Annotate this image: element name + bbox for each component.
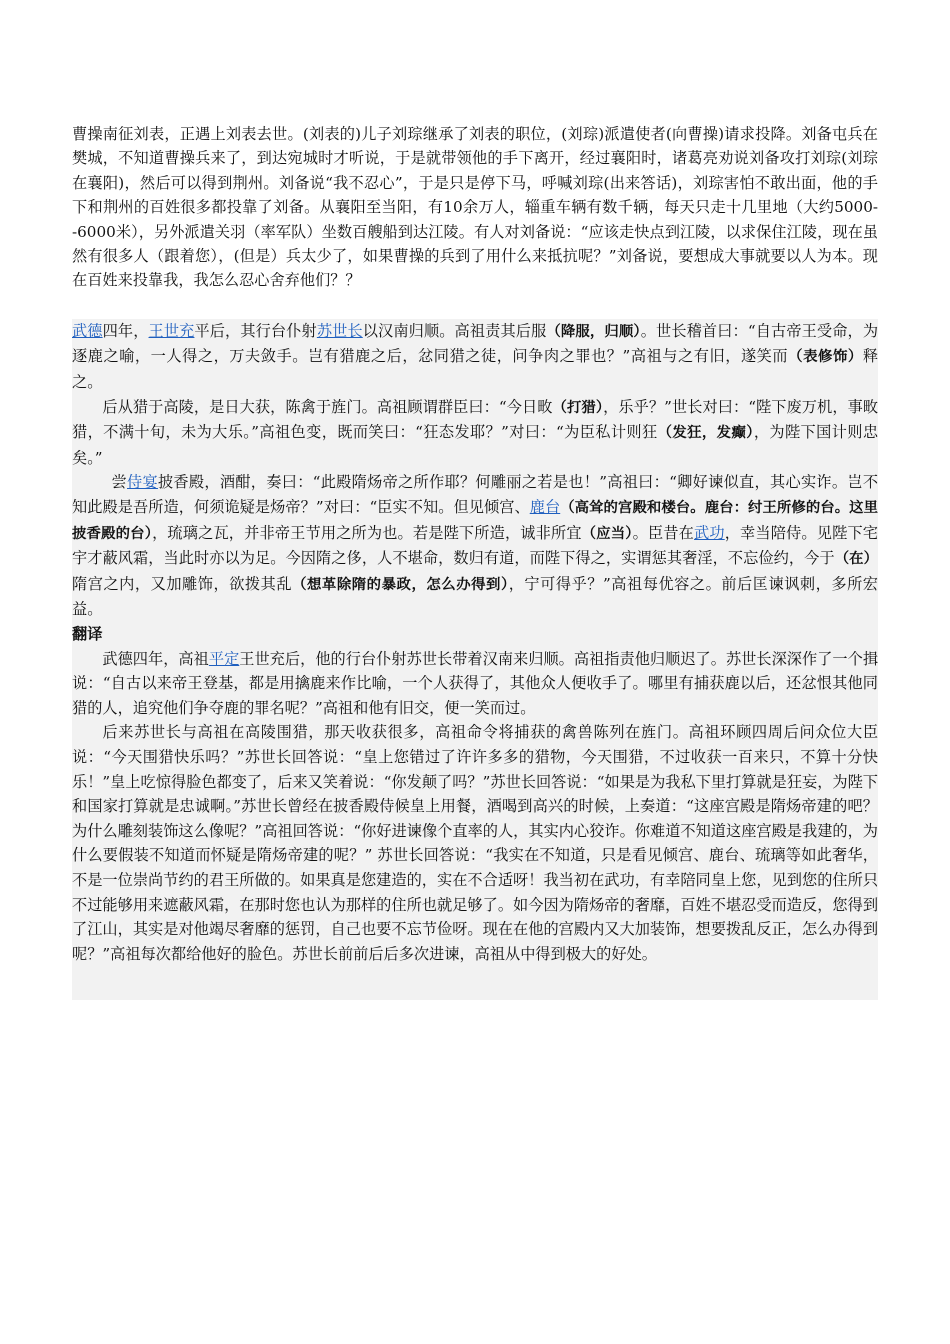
- text: 。世长稽首曰：“自古帝王受命，为逐鹿之喻，一人得之，万夫敛手。岂有猎鹿之后，忿同猎之徒，问争肉之罪也？”高祖与之有旧，遂笑而: [72, 321, 879, 366]
- translation-heading: 翻译: [72, 624, 103, 643]
- text: 尝: [111, 473, 127, 492]
- link-wang-shichong[interactable]: 王世充: [148, 321, 195, 340]
- text: 后从猎于高陵，是日大获，陈禽于旌门。高祖顾谓群臣曰：“今日畋: [102, 397, 553, 416]
- text: 披香殿，酒酣，奏曰：“此殿隋炀帝之所作耶？何雕丽之若是也！”高祖曰：“卿好谏似直，其心实诈。岂不知此殿是吾所造，何须诡疑是炀帝？”对曰：“臣实不知。但见倾宫、: [72, 473, 879, 516]
- annotation: （降服，归顺）: [546, 323, 641, 340]
- text: 隋宫之内，又加雕饰，欲拨其乱: [72, 574, 293, 593]
- original-paragraph-3: [72, 470, 878, 622]
- annotation: （应当）: [581, 525, 633, 542]
- annotation: （高耸的宫殿和楼台。鹿台：纣王所修的台。这里披香殿的台）: [72, 500, 878, 542]
- original-paragraph-1: [72, 319, 878, 395]
- text: ，幸当陪侍。见陛下宅宇才蔽风霜，当此时亦以为足。今因隋之侈，人不堪命，数归有道，而陛下得之，实谓惩其奢淫，不忘俭约，今于: [72, 523, 878, 568]
- original-paragraph-2: [72, 395, 878, 471]
- document-page: [72, 122, 878, 1000]
- text: ，琉璃之瓦，并非帝王节用之所为也。若是陛下所造，诚非所宜: [152, 523, 582, 542]
- annotation: （发狂，发癫）: [657, 425, 754, 442]
- link-shi-yan[interactable]: 侍宴: [127, 473, 158, 492]
- translation-paragraph-2: 后来苏世长与高祖在高陵围猎，那天收获很多，高祖命令将捕获的禽兽陈列在旌门。高祖环顾四周后问众位大臣说：“今天围猎快乐吗？”苏世长回答说：“皇上您错过了许许多多的猎物，今天围猎，不过收获一百来只，不算十分快乐！”皇上吃惊得脸色都变了，后来又笑着说：“你发颠了吗？”苏世长回答说：“如果是为我私下里打算就是狂妄，为陛下和国家打算就是忠诚啊。”苏世长曾经在披香殿侍候皇上用餐，酒喝到高兴的时候，上奏道：“这座宫殿是隋炀帝建的吧？为什么雕刻装饰这么像呢？”高祖回答说：“你好进谏像个直率的人，其实内心狡诈。你难道不知道这座宫殿是我建的，为什么要假装不知道而怀疑是隋炀帝建的呢？” 苏世长回答说：“我实在不知道，只是看见倾宫、鹿台、琉璃等如此奢华，不是一位崇尚节约的君王所做的。如果真是您建造的，实在不合适呀！我当初在武功，有幸陪同皇上您，见到您的住所只不过能够用来遮蔽风霜，在那时您也认为那样的住所也就足够了。如今因为隋炀帝的奢靡，百姓不堪忍受而造反，您得到了江山，其实是对他竭尽奢靡的惩罚，自己也要不忘节俭呀。现在在他的宫殿内又大加装饰，想要拨乱反正，怎么办得到呢？”高祖每次都给他好的脸色。苏世长前前后后多次进谏，高祖从中得到极大的好处。: [72, 723, 878, 963]
- text: 四年，: [102, 321, 149, 340]
- link-lu-tai[interactable]: 鹿台: [529, 498, 561, 516]
- text: 平后，其行台仆射: [194, 321, 317, 340]
- text: ，宁可得乎？”高祖每优容之。前后匡谏讽刺，多所宏益。: [72, 574, 878, 619]
- text: 王世充后，他的行台仆射苏世长带着汉南来归顺。高祖指责他归顺迟了。苏世长深深作了一个揖说：“自古以来帝王登基，都是用擒鹿来作比喻，一个人获得了，其他众人便收手了。哪里有捕获鹿以后，还忿恨其他同猎的人，追究他们争夺鹿的罪名呢？”高祖和他有旧交，便一笑而过。: [72, 649, 879, 717]
- text: ，为陛下国计则忠矣。”: [72, 423, 879, 467]
- text: 释之。: [72, 347, 878, 392]
- link-ping-ding[interactable]: 平定: [208, 649, 240, 668]
- translation-paragraph-1: [72, 647, 878, 721]
- link-wu-gong[interactable]: 武功: [694, 523, 725, 542]
- text: 武德四年，高祖: [102, 649, 209, 668]
- text: 。臣昔在: [632, 523, 695, 542]
- text: ，乐乎？”世长对曰：“陛下废万机，事畋猎，不满十旬，未为大乐。”高祖色变，既而笑曰：“狂态发耶？”对曰：“为臣私计则狂: [72, 397, 879, 442]
- annotation: （在）: [834, 551, 878, 568]
- annotation: （打猎）: [552, 399, 604, 416]
- text: 以汉南归顺。高祖责其后服: [362, 321, 547, 340]
- highlighted-section: [72, 319, 878, 1000]
- link-wude[interactable]: 武德: [72, 321, 103, 340]
- annotation: （想革除隋的暴政，怎么办得到）: [292, 576, 509, 593]
- link-su-shichang[interactable]: 苏世长: [316, 321, 363, 340]
- paragraph-liu-bei: 曹操南征刘表，正遇上刘表去世。(刘表的)儿子刘琮继承了刘表的职位，(刘琮)派遣使者(向曹操)请求投降。刘备屯兵在樊城，不知道曹操兵来了，到达宛城时才听说，于是就带领他的手下离开，经过襄阳时，诸葛亮劝说刘备攻打刘琮(刘琮在襄阳)，然后可以得到荆州。刘备说“我不忍心”，于是只是停下马，呼喊刘琮(出来答话)，刘琮害怕不敢出面，他的手下和荆州的百姓很多都投靠了刘备。从襄阳至当阳，有10余万人，辎重车辆有数千辆，每天只走十几里地（大约5000--6000米），另外派遣关羽（率军队）坐数百艘船到达江陵。有人对刘备说：“应该走快点到江陵，以求保住江陵，现在虽然有很多人（跟着您），(但是）兵太少了，如果曹操的兵到了用什么来抵抗呢？”刘备说，要想成大事就要以人为本。现在百姓来投靠我，我怎么忍心舍弃他们？？: [72, 125, 878, 290]
- annotation: （表修饰）: [788, 349, 863, 366]
